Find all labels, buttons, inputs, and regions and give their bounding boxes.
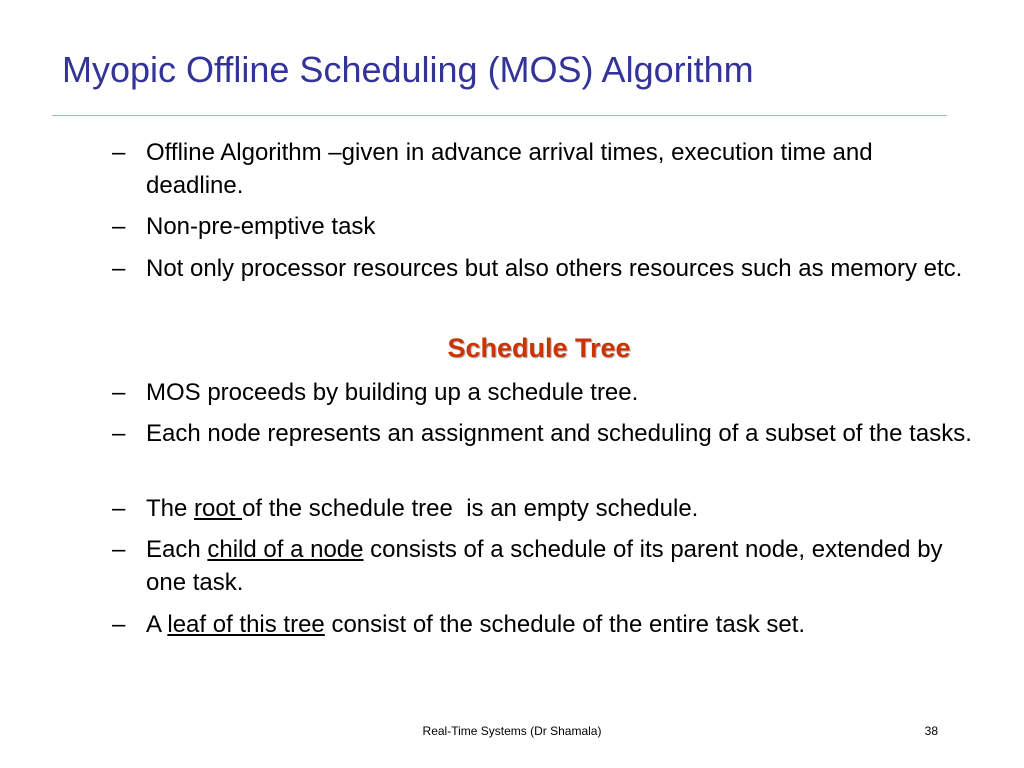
bullet-dash: – xyxy=(112,213,126,240)
list-item xyxy=(112,210,972,243)
bullet-text-end: of the schedule tree is an empty schedule. xyxy=(242,495,699,522)
bullet-text xyxy=(146,492,972,525)
list-item xyxy=(112,417,972,450)
bullet-dash: – xyxy=(112,420,126,447)
bullet-text-start: The xyxy=(146,495,195,522)
list-item xyxy=(112,136,972,202)
slide-title: Myopic Offline Scheduling (MOS) Algorithm xyxy=(62,49,754,90)
bullet-text: MOS proceeds by building up a schedule tree. xyxy=(146,379,639,406)
underlined-term-root: root xyxy=(194,495,243,522)
bullet-text xyxy=(146,533,972,599)
bullet-dash: – xyxy=(112,536,126,563)
list-item xyxy=(112,492,972,525)
bullet-text: Non-pre-emptive task xyxy=(146,213,376,240)
bullet-dash: – xyxy=(112,611,126,638)
bullet-text-start: Each xyxy=(146,536,208,563)
bullet-dash: – xyxy=(112,255,126,282)
footer-text: Real-Time Systems (Dr Shamala) xyxy=(422,724,602,738)
bullet-text: Each node represents an assignment and scheduling of a subset of the tasks. xyxy=(146,420,972,447)
bullet-text xyxy=(146,608,972,641)
bullet-text-start: A xyxy=(146,611,168,638)
list-item xyxy=(112,533,972,599)
bullet-text-end: consists of a schedule of its parent node, extended by one task. xyxy=(146,536,950,596)
section-subheading: Schedule Tree xyxy=(447,333,631,363)
list-item xyxy=(112,252,972,285)
bullet-text: Not only processor resources but also others resources such as memory etc. xyxy=(146,255,963,282)
list-item xyxy=(112,376,972,409)
bullet-text: Offline Algorithm –given in advance arrival times, execution time and deadline. xyxy=(146,139,880,199)
bullet-dash: – xyxy=(112,495,126,522)
bullet-text-end: consist of the schedule of the entire task set. xyxy=(324,611,806,638)
page-number: 38 xyxy=(924,724,938,738)
bullet-dash: – xyxy=(112,139,126,166)
underlined-term-child-of-a-node: child of a node xyxy=(207,536,364,563)
bullet-dash: – xyxy=(112,379,126,406)
list-item xyxy=(112,608,972,641)
underlined-term-leaf-of-this-tree: leaf of this tree xyxy=(167,611,325,638)
